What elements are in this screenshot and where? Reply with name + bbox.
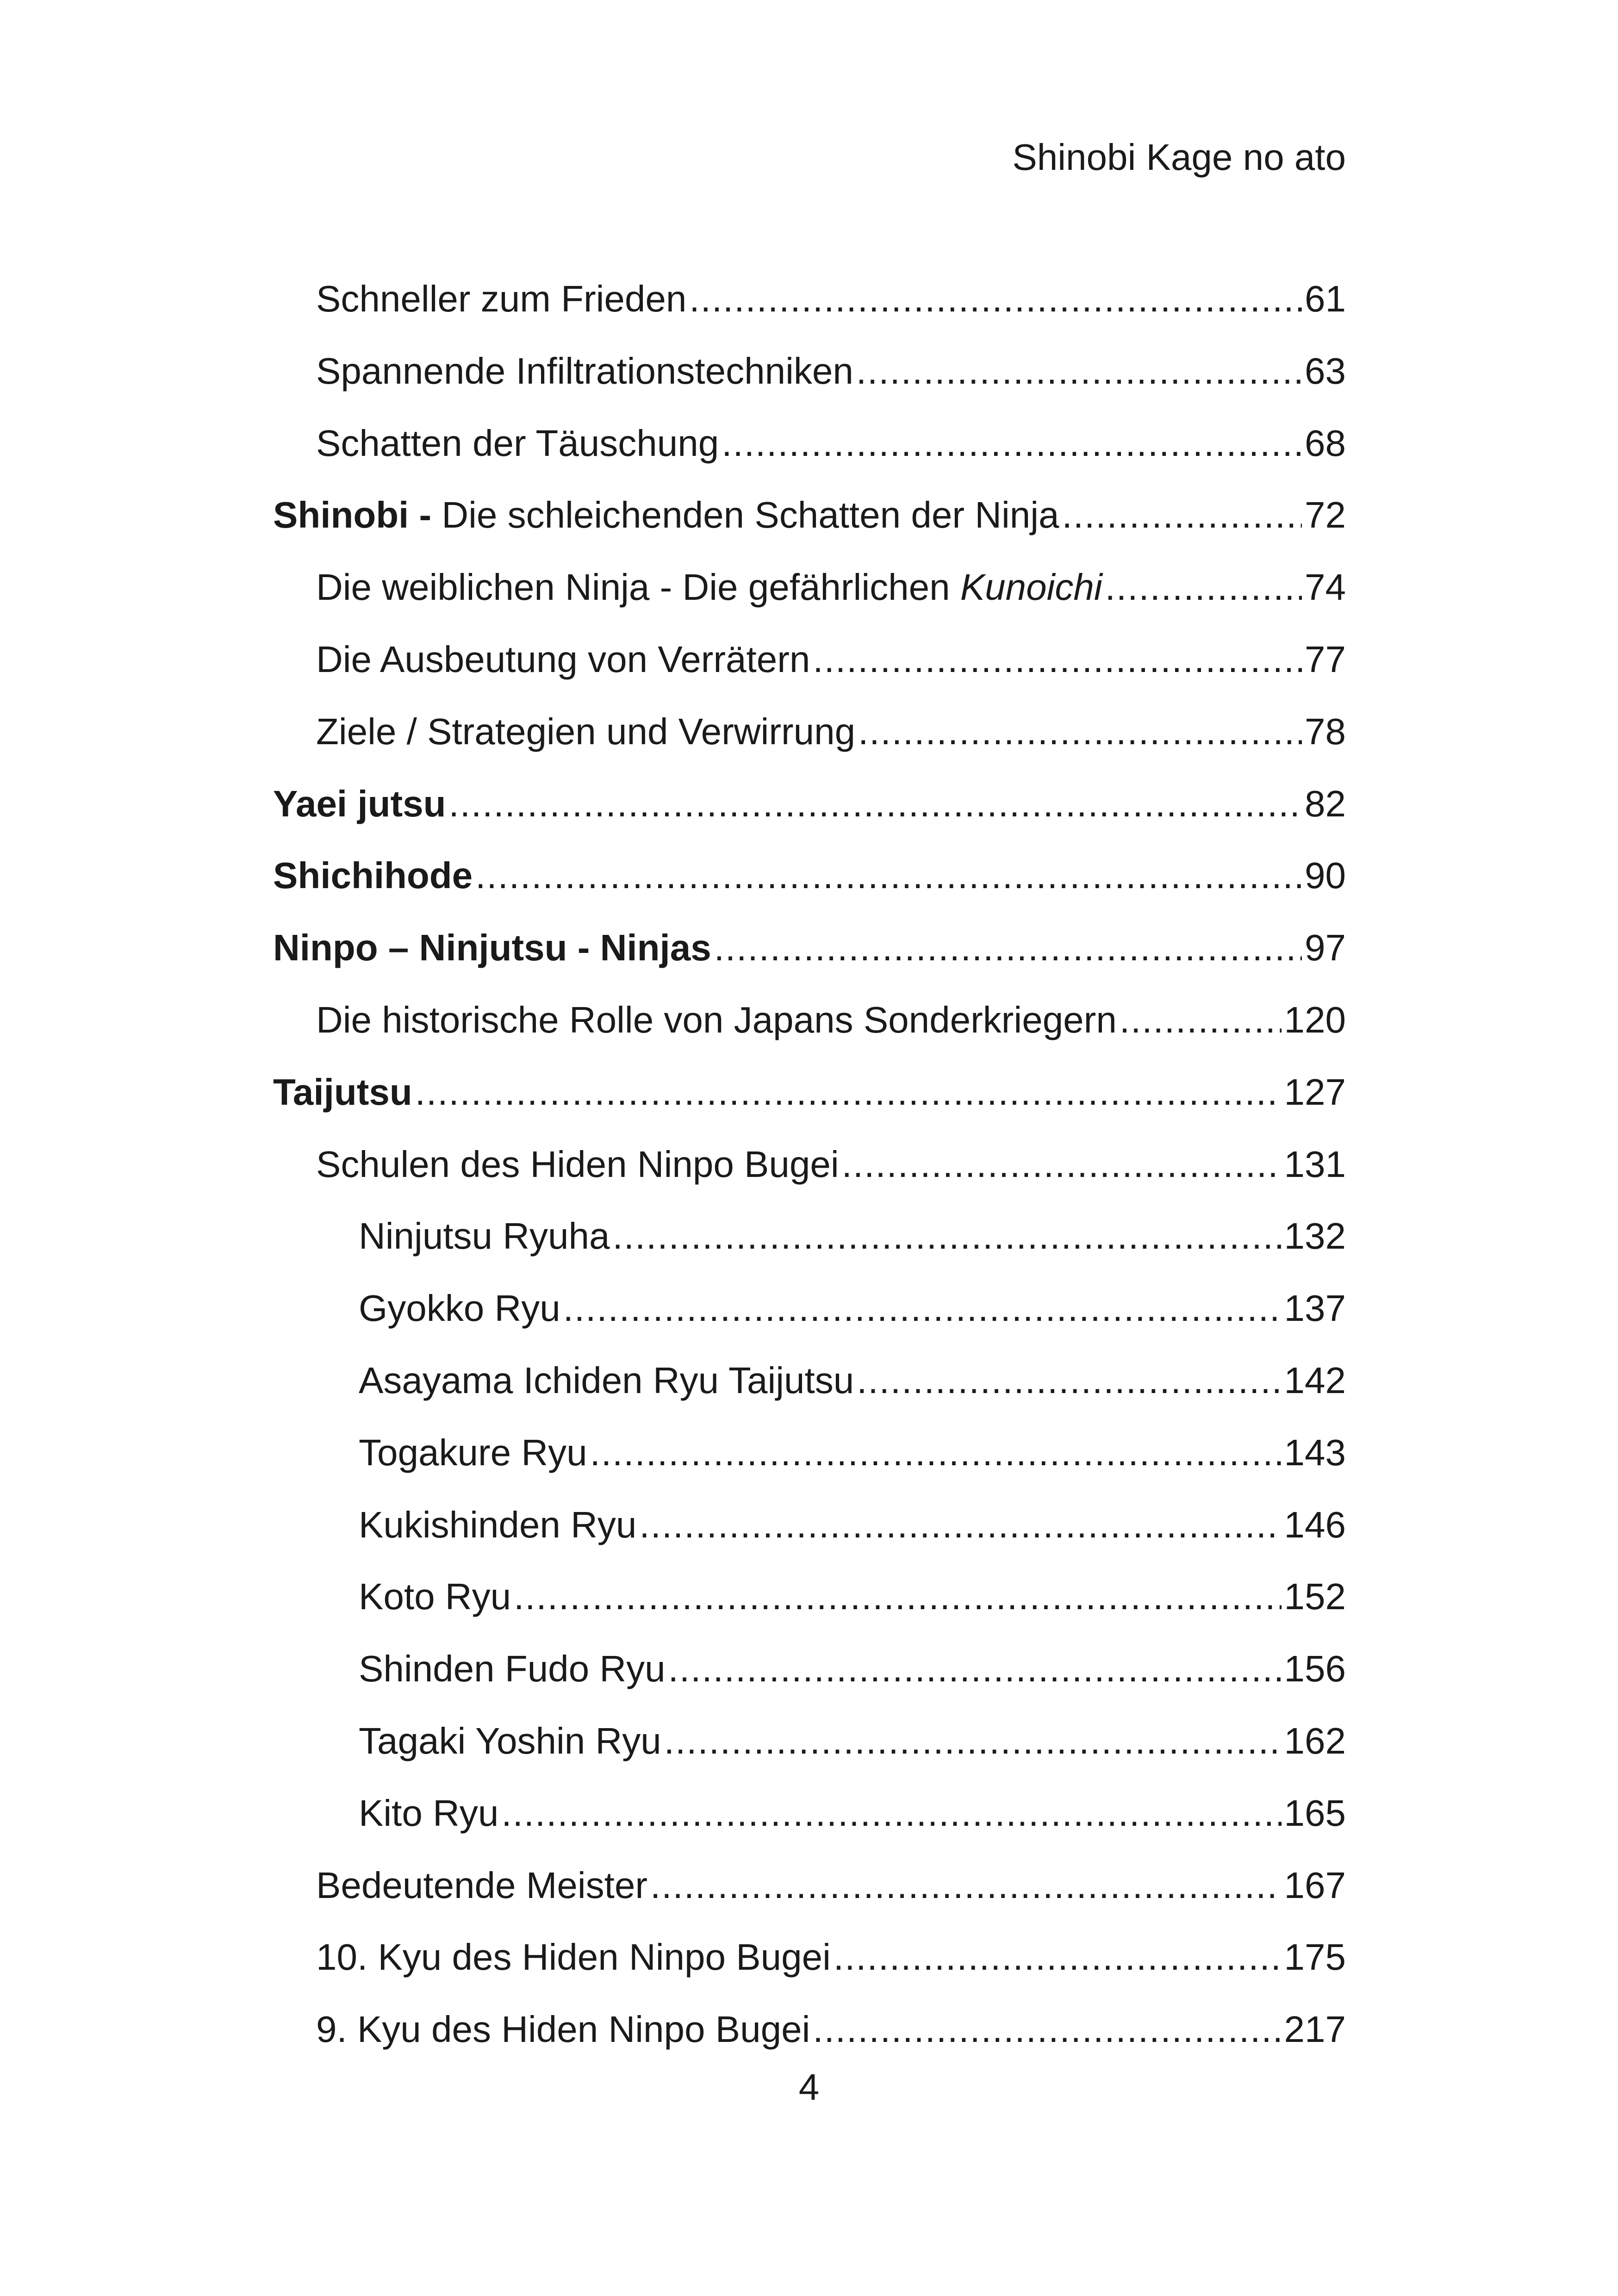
toc-entry-bold-text: Yaei jutsu xyxy=(273,783,446,824)
toc-entry[interactable] xyxy=(273,1718,1346,1790)
toc-entry[interactable] xyxy=(273,420,1346,492)
toc-entry[interactable] xyxy=(273,997,1346,1069)
dot-leader xyxy=(613,1213,1282,1259)
toc-page-ref: 120 xyxy=(1284,999,1346,1040)
toc-page-ref: 127 xyxy=(1284,1071,1346,1113)
toc-entry-bold-text: Shinobi - xyxy=(273,494,432,536)
toc-entry-text: Die schleichenden Schatten der Ninja xyxy=(431,494,1059,536)
toc-entry[interactable] xyxy=(273,564,1346,636)
toc-entry-title xyxy=(316,276,686,322)
toc-page-ref: 217 xyxy=(1284,2009,1346,2050)
dot-leader xyxy=(857,1357,1281,1404)
toc-page-ref: 82 xyxy=(1305,783,1346,824)
toc-entry-title xyxy=(359,1213,610,1259)
toc-entry-text: Schulen des Hiden Ninpo Bugei xyxy=(316,1143,839,1185)
dot-leader xyxy=(856,348,1302,394)
toc-entry-title xyxy=(316,348,853,394)
toc-page-ref: 162 xyxy=(1284,1720,1346,1761)
toc-page-ref: 61 xyxy=(1305,278,1346,319)
toc-page-ref: 175 xyxy=(1284,1936,1346,1978)
toc-entry[interactable] xyxy=(273,1430,1346,1502)
toc-entry[interactable] xyxy=(273,1502,1346,1574)
toc-entry[interactable] xyxy=(273,852,1346,925)
toc-page-ref: 77 xyxy=(1305,638,1346,680)
toc-entry-title xyxy=(316,709,855,755)
toc-entry-title xyxy=(359,1790,498,1836)
dot-leader xyxy=(722,420,1302,467)
toc-entry[interactable] xyxy=(273,636,1346,709)
table-of-contents xyxy=(273,276,1346,2078)
toc-entry[interactable] xyxy=(273,348,1346,420)
dot-leader xyxy=(639,1502,1281,1548)
dot-leader xyxy=(650,1862,1282,1909)
toc-entry-text: Koto Ryu xyxy=(359,1576,511,1618)
toc-entry-title xyxy=(316,1141,839,1188)
toc-page-ref: 68 xyxy=(1305,422,1346,464)
dot-leader xyxy=(590,1430,1282,1476)
toc-entry-text: Asayama Ichiden Ryu Taijutsu xyxy=(359,1359,854,1401)
dot-leader xyxy=(813,636,1302,683)
toc-entry-text: Die historische Rolle von Japans Sonderkriegern xyxy=(316,999,1117,1040)
toc-entry[interactable] xyxy=(273,1862,1346,1935)
toc-entry-text: Bedeutende Meister xyxy=(316,1864,648,1906)
toc-page-ref: 146 xyxy=(1284,1504,1346,1545)
toc-entry-title xyxy=(359,1502,636,1548)
toc-entry-title xyxy=(273,925,711,971)
dot-leader xyxy=(1062,492,1302,538)
toc-entry-title xyxy=(273,492,1059,538)
toc-entry-bold-text: Shichihode xyxy=(273,855,473,896)
toc-entry[interactable] xyxy=(273,276,1346,348)
toc-entry-bold-text: Ninpo – Ninjutsu - Ninjas xyxy=(273,927,711,969)
toc-entry-title xyxy=(359,1646,666,1692)
toc-entry-title xyxy=(316,636,810,683)
toc-entry-text: Shinden Fudo Ryu xyxy=(359,1648,666,1690)
toc-entry-title xyxy=(359,1357,854,1404)
toc-entry[interactable] xyxy=(273,1141,1346,1213)
toc-entry-text: Gyokko Ryu xyxy=(359,1288,560,1329)
toc-entry-title xyxy=(316,1862,647,1909)
toc-entry-text: Kukishinden Ryu xyxy=(359,1504,637,1545)
toc-entry[interactable] xyxy=(273,1790,1346,1862)
toc-entry-text: 9. Kyu des Hiden Ninpo Bugei xyxy=(316,2009,810,2050)
toc-page-ref: 152 xyxy=(1284,1576,1346,1618)
dot-leader xyxy=(858,709,1302,755)
dot-leader xyxy=(689,276,1302,322)
toc-entry-bold-text: Taijutsu xyxy=(273,1071,412,1113)
dot-leader xyxy=(475,852,1302,899)
dot-leader xyxy=(448,781,1302,827)
running-header-title: Shinobi Kage no ato xyxy=(1012,137,1346,178)
toc-entry[interactable] xyxy=(273,925,1346,997)
toc-entry-title xyxy=(316,420,719,467)
toc-entry-text: Ninjutsu Ryuha xyxy=(359,1215,610,1257)
toc-entry[interactable] xyxy=(273,1285,1346,1357)
toc-entry[interactable] xyxy=(273,1357,1346,1430)
toc-entry-text: 10. Kyu des Hiden Ninpo Bugei xyxy=(316,1936,831,1978)
toc-entry[interactable] xyxy=(273,709,1346,781)
dot-leader xyxy=(514,1574,1281,1620)
toc-entry-text: Kito Ryu xyxy=(359,1792,499,1834)
toc-page-ref: 132 xyxy=(1284,1215,1346,1257)
toc-entry-title xyxy=(316,1934,831,1980)
dot-leader xyxy=(714,925,1302,971)
toc-page-ref: 165 xyxy=(1284,1792,1346,1834)
toc-page-ref: 143 xyxy=(1284,1431,1346,1473)
dot-leader xyxy=(668,1646,1282,1692)
toc-entry[interactable] xyxy=(273,781,1346,853)
toc-entry-text: Schneller zum Frieden xyxy=(316,278,687,319)
toc-entry-text: Die weiblichen Ninja - Die gefährlichen xyxy=(316,566,960,608)
toc-entry-text: Togakure Ryu xyxy=(359,1431,587,1473)
toc-page-ref: 63 xyxy=(1305,350,1346,392)
dot-leader xyxy=(842,1141,1282,1188)
toc-entry[interactable] xyxy=(273,492,1346,564)
dot-leader xyxy=(813,2006,1281,2053)
dot-leader xyxy=(664,1718,1282,1764)
toc-entry-title xyxy=(273,781,446,827)
toc-entry-text: Tagaki Yoshin Ryu xyxy=(359,1720,661,1761)
dot-leader xyxy=(834,1934,1282,1980)
dot-leader xyxy=(563,1285,1282,1332)
toc-entry[interactable] xyxy=(273,1213,1346,1285)
toc-page-ref: 90 xyxy=(1305,855,1346,896)
toc-entry[interactable] xyxy=(273,1574,1346,1646)
toc-entry-title xyxy=(359,1574,511,1620)
toc-page-ref: 97 xyxy=(1305,927,1346,969)
toc-page-ref: 167 xyxy=(1284,1864,1346,1906)
toc-entry-title xyxy=(359,1430,587,1476)
toc-entry-title xyxy=(359,1285,560,1332)
toc-entry-text: Spannende Infiltrationstechniken xyxy=(316,350,853,392)
toc-page-ref: 74 xyxy=(1305,566,1346,608)
toc-entry-title xyxy=(359,1718,661,1764)
page-number: 4 xyxy=(798,2066,820,2108)
toc-page-ref: 72 xyxy=(1305,494,1346,536)
dot-leader xyxy=(501,1790,1281,1836)
toc-page-ref: 142 xyxy=(1284,1359,1346,1401)
toc-entry-text: Schatten der Täuschung xyxy=(316,422,719,464)
dot-leader xyxy=(1120,997,1282,1043)
toc-page-ref: 156 xyxy=(1284,1648,1346,1690)
toc-entry-title xyxy=(273,1069,412,1115)
toc-page-ref: 131 xyxy=(1284,1143,1346,1185)
toc-entry-title xyxy=(316,997,1117,1043)
toc-page-ref: 78 xyxy=(1305,710,1346,752)
dot-leader xyxy=(415,1069,1282,1115)
toc-entry-italic-text: Kunoichi xyxy=(960,566,1102,608)
toc-entry-title xyxy=(273,852,473,899)
toc-entry-text: Ziele / Strategien und Verwirrung xyxy=(316,710,856,752)
toc-entry[interactable] xyxy=(273,1069,1346,1141)
toc-page-ref: 137 xyxy=(1284,1288,1346,1329)
toc-entry-title xyxy=(316,564,1102,610)
toc-entry-text: Die Ausbeutung von Verrätern xyxy=(316,638,810,680)
toc-entry[interactable] xyxy=(273,1646,1346,1718)
dot-leader xyxy=(1105,564,1302,610)
toc-entry-title xyxy=(316,2006,810,2053)
toc-entry[interactable] xyxy=(273,1934,1346,2006)
